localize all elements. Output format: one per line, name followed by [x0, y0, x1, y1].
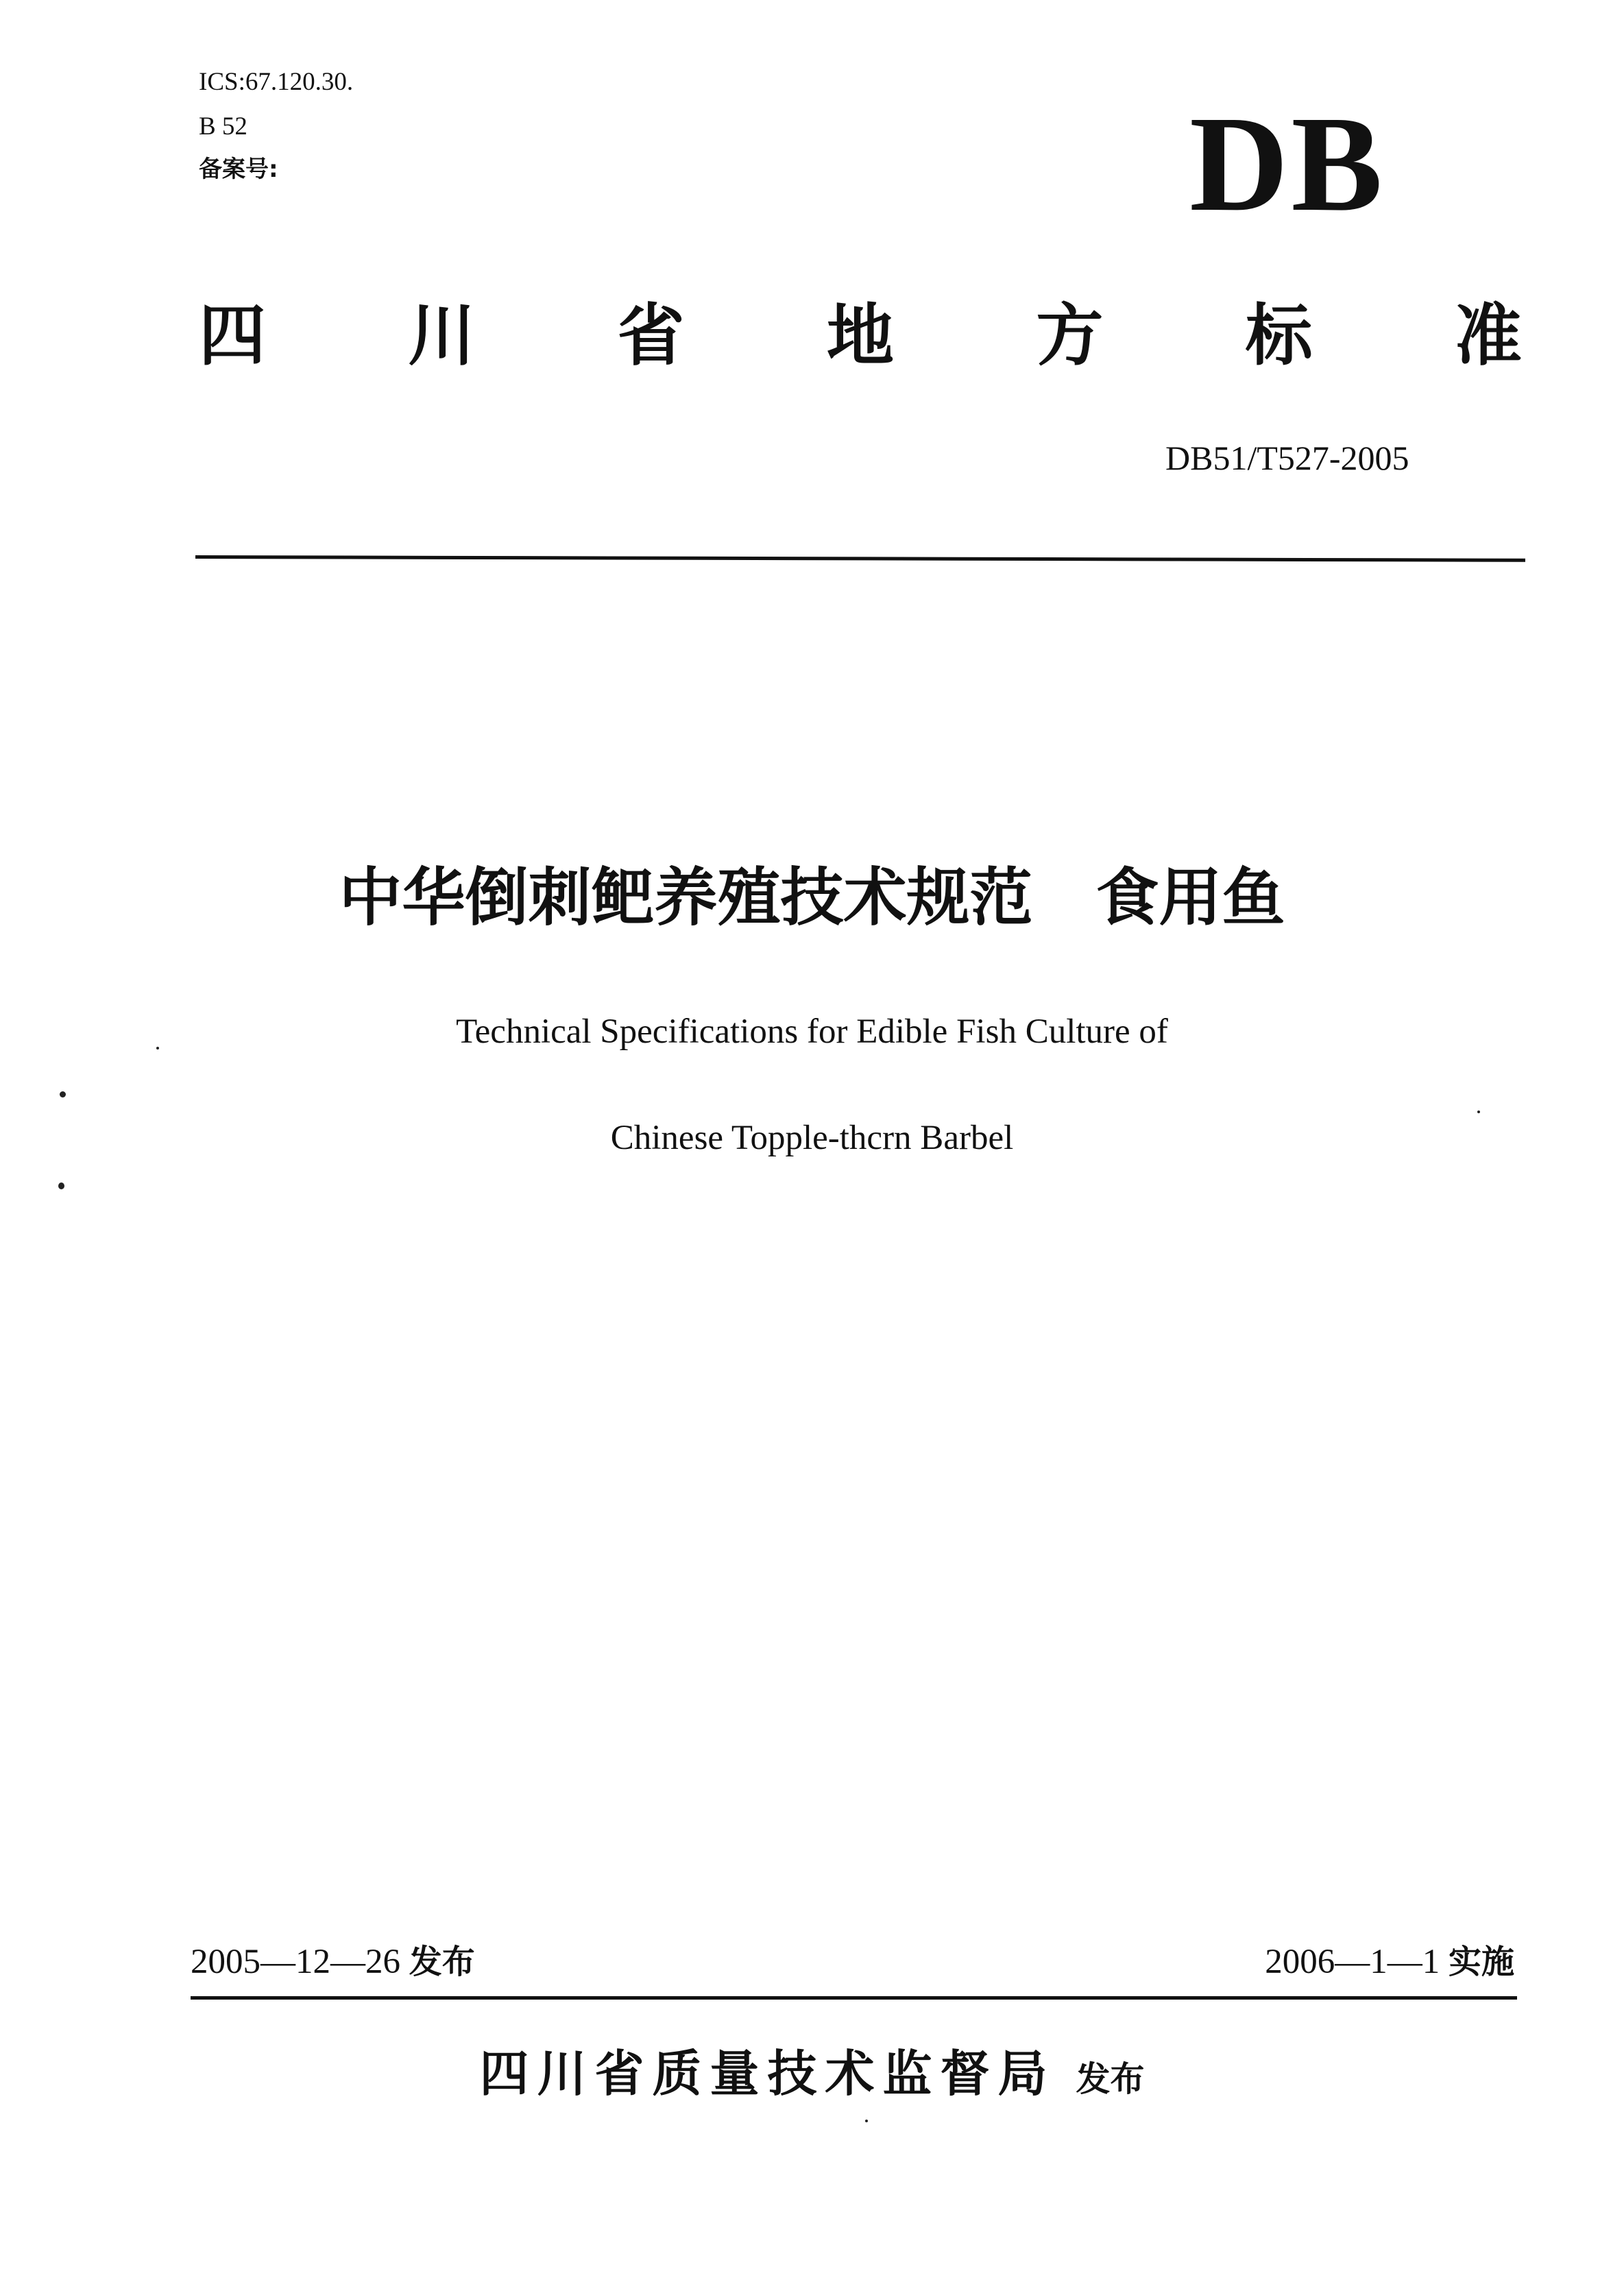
- implementation-date-line: [1265, 1941, 1514, 1982]
- bottom-divider: [191, 1996, 1517, 2000]
- category-char: 地: [826, 297, 894, 375]
- issue-label: 发布: [409, 1943, 475, 1981]
- scan-speck: [156, 1047, 159, 1050]
- category-char: 川: [408, 297, 476, 375]
- publisher-action: 发布: [1076, 2059, 1145, 2099]
- implementation-label: 实施: [1448, 1943, 1514, 1981]
- scan-speck: [58, 1182, 64, 1189]
- category-char: 标: [1245, 297, 1313, 375]
- top-divider: [195, 555, 1525, 562]
- title-chinese: 中华倒刺鲃养殖技术规范 食用鱼: [339, 861, 1285, 934]
- scan-speck: [60, 1091, 66, 1097]
- publisher-name: 四川省质量技术监督局: [479, 2045, 1056, 2102]
- standard-category: [199, 291, 1522, 380]
- category-char: 准: [1454, 297, 1522, 375]
- title-english-line-2: Chinese Topple-thcrn Barbel: [610, 1119, 1014, 1157]
- filing-number-label: 备案号:: [199, 156, 278, 183]
- publisher-line: [0, 2043, 1624, 2110]
- classification-code: B 52: [199, 112, 247, 141]
- implementation-date: 2006—1—1: [1265, 1943, 1440, 1981]
- category-char: 四: [199, 297, 267, 375]
- standard-number: DB51/T527-2005: [1165, 439, 1409, 477]
- title-english-line-1: Technical Specifications for Edible Fish Culture of: [456, 1012, 1168, 1051]
- scan-speck: [1477, 1111, 1480, 1113]
- db-logo: DB: [1189, 88, 1385, 240]
- issue-date-line: [191, 1941, 475, 1982]
- issue-date: 2005—12—26: [191, 1943, 400, 1981]
- ics-code: ICS:67.120.30.: [199, 68, 354, 96]
- scan-speck: [865, 2120, 868, 2122]
- category-char: 省: [617, 297, 685, 375]
- category-char: 方: [1036, 297, 1104, 375]
